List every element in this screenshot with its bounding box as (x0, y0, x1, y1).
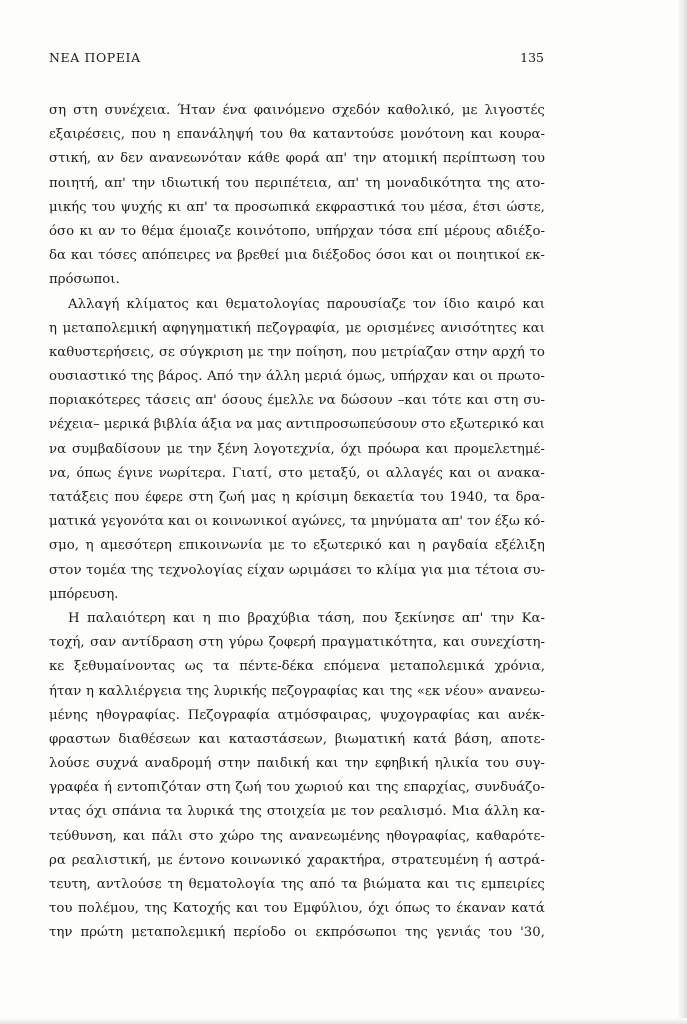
text-line: του πολέμου, της Κατοχής και του Εμφύλιου, όχι όπως το έκαναν κατά (49, 901, 545, 917)
text-line: λούσε συχνά αναδρομή στην παιδική και την εφηβική ηλικία του συγ- (49, 756, 545, 772)
text-line: η μεταπολεμική αφηγηματική πεζογραφία, με ορισμένες ανισότητες και (49, 320, 545, 336)
running-head: ΝΕΑ ΠΟΡΕΙΑ (49, 50, 141, 65)
text-line: ήταν η καλλιέργεια της λυρικής πεζογραφίας και της «εκ νέου» ανανεω- (49, 683, 545, 699)
text-line: να, όπως έγινε νωρίτερα. Γιατί, στο μεταξύ, οι αλλαγές και οι ανακα- (49, 465, 545, 481)
text-line: δα και τόσες απόπειρες να βρεθεί μια διέξοδος όσοι και οι ποιητικοί εκ- (49, 248, 545, 264)
text-line: ντας όχι σπάνια τα λυρικά της στοιχεία με τον ρεαλισμό. Μια άλλη κα- (49, 804, 545, 820)
page-bottom-shadow (0, 1018, 687, 1024)
text-line: ποριακότερες τάσεις απ' όσους έμελλε να δώσουν –και τότε και στη συ- (49, 393, 545, 409)
page-edge-shadow (677, 0, 687, 1024)
text-line: ποιητή, απ' την ιδιωτική του περιπέτεια, απ' τη μοναδικότητα της ατο- (49, 175, 545, 191)
text-line: πρόσωποι. (49, 272, 120, 288)
text-line: μένης ηθογραφίας. Πεζογραφία ατμόσφαιρας, ψυχογραφίας και ανέκ- (49, 707, 545, 723)
text-line: τεύθυνση, και πάλι στο χώρο της ανανεωμένης ηθογραφίας, καθαρότε- (49, 828, 545, 844)
text-line: εξαιρέσεις, που η επανάληψή του θα καταντούσε μονότονη και κουρα- (49, 127, 545, 143)
text-line: τοχή, σαν αντίδραση στη γύρω ζοφερή πραγματικότητα, και συνεχίστη- (49, 635, 545, 651)
text-line: Η παλαιότερη και η πιο βραχύβια τάση, που ξεκίνησε απ' την Κα- (68, 610, 545, 626)
text-line: γραφέα ή εντοπιζόταν στη ζωή του χωριού και της επαρχίας, συνδυάζο- (49, 780, 545, 796)
text-line: μπόρευση. (49, 586, 119, 602)
text-line: να συμβαδίσουν με την ξένη λογοτεχνία, όχι πρόωρα και προμελετημέ- (49, 441, 545, 457)
text-line: όσο κι αν το θέμα έμοιαζε κοινότοπο, υπήρχαν τόσα επί μέρους αδιέξο- (49, 223, 545, 239)
text-line: ρα ρεαλιστική, με έντονο κοινωνικό χαρακτήρα, στρατευμένη ή αστρά- (49, 852, 545, 868)
text-line: καθυστερήσεις, σε σύγκριση με την ποίηση, που μετρίαζαν στην αρχή το (49, 344, 545, 360)
text-line: την πρώτη μεταπολεμική περίοδο οι εκπρόσωποι της γενιάς του '30, (49, 925, 545, 941)
text-line: στική, αν δεν ανανεωνόταν κάθε φορά απ' την ατομική περίπτωση του (49, 151, 545, 167)
page-number: 135 (520, 50, 544, 65)
text-line: νέχεια– μερικά βιβλία άξια να μας αντιπροσωπεύσουν στο εξωτερικό και (49, 417, 545, 433)
text-line: στον τομέα της τεχνολογίας είχαν ωριμάσει το κλίμα για μια τέτοια συ- (49, 562, 545, 578)
text-line: ση στη συνέχεια. Ήταν ένα φαινόμενο σχεδόν καθολικό, με λιγοστές (49, 103, 545, 118)
text-line: μικής του ψυχής κι απ' τα προσωπικά εκφραστικά του μέσα, έτσι ώστε, (49, 199, 545, 215)
body-text (49, 99, 545, 946)
text-line: ματικά γεγονότα και οι κοινωνικοί αγώνες, τα μηνύματα απ' τον έξω κό- (49, 514, 545, 530)
text-line: τατάξεις που έφερε στη ζωή μας η κρίσιμη δεκαετία του 1940, τα δρα- (49, 490, 545, 505)
text-line: ουσιαστικό της βάρος. Από την άλλη μεριά όμως, υπήρχαν και οι πρωτο- (49, 369, 545, 385)
text-line: Αλλαγή κλίματος και θεματολογίας παρουσίαζε τον ίδιο καιρό και (68, 296, 545, 312)
text-line: τευτη, αντλούσε τη θεματολογία της από τα βιώματα και τις εμπειρίες (49, 877, 545, 892)
text-line: κε ξεθυμαίνοντας ως τα πέντε-δέκα επόμενα μεταπολεμικά χρόνια, (49, 659, 545, 675)
text-line: φραστων διαθέσεων και καταστάσεων, βιωματική κατά βάση, αποτε- (49, 731, 545, 747)
text-line: σμο, η αμεσότερη επικοινωνία με το εξωτερικό και η ραγδαία εξέλιξη (49, 538, 545, 554)
